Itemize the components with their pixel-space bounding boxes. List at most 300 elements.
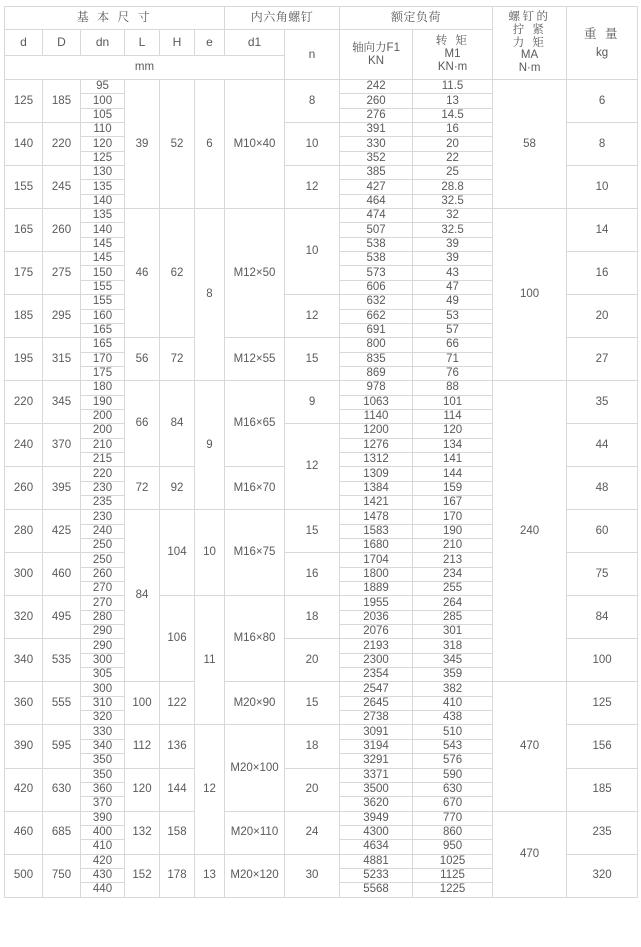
cell-axial-force: 691 <box>340 323 413 337</box>
cell-length: 100 <box>125 682 160 725</box>
cell-height: 92 <box>160 467 195 510</box>
cell-tightening-torque: 240 <box>493 381 567 682</box>
cell-tightening-torque: 58 <box>493 80 567 209</box>
cell-dn: 250 <box>81 553 125 567</box>
cell-axial-force: 2036 <box>340 610 413 624</box>
axial-force-unit: KN <box>368 54 385 67</box>
cell-torque: 255 <box>413 582 493 596</box>
cell-dn: 235 <box>81 495 125 509</box>
header-col-n: n <box>285 30 340 80</box>
cell-axial-force: 2738 <box>340 711 413 725</box>
cell-axial-force: 385 <box>340 166 413 180</box>
cell-axial-force: 2547 <box>340 682 413 696</box>
cell-torque: 213 <box>413 553 493 567</box>
cell-weight: 235 <box>567 811 638 854</box>
cell-height: 178 <box>160 854 195 897</box>
cell-screw-count: 18 <box>285 596 340 639</box>
cell-screw-count: 12 <box>285 424 340 510</box>
cell-dn: 290 <box>81 625 125 639</box>
cell-outer-diameter: 535 <box>43 639 81 682</box>
cell-torque: 114 <box>413 409 493 423</box>
cell-axial-force: 352 <box>340 151 413 165</box>
specification-table <box>4 6 638 898</box>
cell-torque: 16 <box>413 123 493 137</box>
cell-screw-count: 30 <box>285 854 340 897</box>
cell-axial-force: 1800 <box>340 567 413 581</box>
header-col-d1: d1 <box>225 30 285 56</box>
cell-height: 158 <box>160 811 195 854</box>
cell-torque: 670 <box>413 797 493 811</box>
cell-screw-count: 8 <box>285 80 340 123</box>
cell-torque: 510 <box>413 725 493 739</box>
cell-d: 185 <box>5 295 43 338</box>
cell-dn: 230 <box>81 481 125 495</box>
cell-axial-force: 869 <box>340 366 413 380</box>
cell-outer-diameter: 315 <box>43 338 81 381</box>
cell-axial-force: 260 <box>340 94 413 108</box>
cell-dn: 250 <box>81 539 125 553</box>
cell-dn: 200 <box>81 409 125 423</box>
cell-torque: 382 <box>413 682 493 696</box>
cell-torque: 101 <box>413 395 493 409</box>
cell-d: 420 <box>5 768 43 811</box>
ma-label-symbol: MA <box>520 49 539 62</box>
header-basic-dimensions: 基 本 尺 寸 <box>5 7 225 30</box>
cell-axial-force: 427 <box>340 180 413 194</box>
cell-height: 136 <box>160 725 195 768</box>
header-col-H: H <box>160 30 195 56</box>
cell-e: 10 <box>195 510 225 596</box>
cell-dn: 150 <box>81 266 125 280</box>
cell-screw-spec: M12×55 <box>225 338 285 381</box>
cell-torque: 11.5 <box>413 80 493 94</box>
cell-dn: 400 <box>81 825 125 839</box>
cell-dn: 155 <box>81 295 125 309</box>
cell-dn: 140 <box>81 223 125 237</box>
cell-screw-spec: M20×100 <box>225 725 285 811</box>
cell-dn: 175 <box>81 366 125 380</box>
cell-torque: 39 <box>413 252 493 266</box>
cell-axial-force: 662 <box>340 309 413 323</box>
cell-tightening-torque: 470 <box>493 811 567 897</box>
cell-height: 84 <box>160 381 195 467</box>
cell-torque: 32.5 <box>413 194 493 208</box>
cell-screw-spec: M20×90 <box>225 682 285 725</box>
cell-e: 11 <box>195 596 225 725</box>
header-col-L: L <box>125 30 160 56</box>
cell-torque: 159 <box>413 481 493 495</box>
cell-torque: 76 <box>413 366 493 380</box>
cell-dn: 350 <box>81 768 125 782</box>
cell-outer-diameter: 630 <box>43 768 81 811</box>
cell-axial-force: 276 <box>340 108 413 122</box>
cell-torque: 410 <box>413 696 493 710</box>
header-col-e: e <box>195 30 225 56</box>
cell-outer-diameter: 425 <box>43 510 81 553</box>
cell-dn: 145 <box>81 237 125 251</box>
cell-torque: 1225 <box>413 883 493 897</box>
header-weight <box>567 7 638 80</box>
cell-axial-force: 4881 <box>340 854 413 868</box>
cell-weight: 6 <box>567 80 638 123</box>
cell-dn: 135 <box>81 209 125 223</box>
cell-length: 39 <box>125 80 160 209</box>
header-col-D: D <box>43 30 81 56</box>
cell-e: 13 <box>195 854 225 897</box>
cell-dn: 280 <box>81 610 125 624</box>
cell-d: 280 <box>5 510 43 553</box>
cell-outer-diameter: 685 <box>43 811 81 854</box>
cell-outer-diameter: 295 <box>43 295 81 338</box>
cell-torque: 285 <box>413 610 493 624</box>
cell-dn: 270 <box>81 582 125 596</box>
cell-axial-force: 5233 <box>340 868 413 882</box>
cell-torque: 301 <box>413 625 493 639</box>
header-group-row <box>5 7 638 30</box>
cell-dn: 420 <box>81 854 125 868</box>
cell-outer-diameter: 395 <box>43 467 81 510</box>
cell-axial-force: 3194 <box>340 739 413 753</box>
cell-torque: 22 <box>413 151 493 165</box>
cell-screw-count: 20 <box>285 768 340 811</box>
cell-torque: 25 <box>413 166 493 180</box>
table-body <box>5 80 638 898</box>
cell-length: 72 <box>125 467 160 510</box>
cell-dn: 240 <box>81 524 125 538</box>
cell-axial-force: 1063 <box>340 395 413 409</box>
header-axial-force <box>340 30 413 80</box>
cell-screw-count: 15 <box>285 338 340 381</box>
cell-axial-force: 1889 <box>340 582 413 596</box>
cell-d: 360 <box>5 682 43 725</box>
cell-axial-force: 5568 <box>340 883 413 897</box>
cell-axial-force: 1140 <box>340 409 413 423</box>
cell-screw-spec: M16×70 <box>225 467 285 510</box>
cell-axial-force: 3500 <box>340 782 413 796</box>
cell-dn: 430 <box>81 868 125 882</box>
cell-axial-force: 474 <box>340 209 413 223</box>
cell-torque: 234 <box>413 567 493 581</box>
cell-axial-force: 3620 <box>340 797 413 811</box>
cell-dn: 95 <box>81 80 125 94</box>
table-row <box>5 381 638 395</box>
table-row <box>5 811 638 825</box>
cell-length: 132 <box>125 811 160 854</box>
cell-dn: 370 <box>81 797 125 811</box>
cell-screw-spec: M10×40 <box>225 80 285 209</box>
cell-screw-spec: M20×110 <box>225 811 285 854</box>
cell-axial-force: 1200 <box>340 424 413 438</box>
cell-weight: 84 <box>567 596 638 639</box>
cell-outer-diameter: 220 <box>43 123 81 166</box>
cell-torque: 543 <box>413 739 493 753</box>
cell-d: 460 <box>5 811 43 854</box>
cell-dn: 110 <box>81 123 125 137</box>
cell-torque: 20 <box>413 137 493 151</box>
cell-torque: 210 <box>413 539 493 553</box>
cell-torque: 13 <box>413 94 493 108</box>
cell-dn: 330 <box>81 725 125 739</box>
cell-torque: 170 <box>413 510 493 524</box>
cell-dn: 230 <box>81 510 125 524</box>
cell-dn: 120 <box>81 137 125 151</box>
cell-axial-force: 1680 <box>340 539 413 553</box>
cell-dn: 145 <box>81 252 125 266</box>
cell-height: 62 <box>160 209 195 338</box>
cell-torque: 134 <box>413 438 493 452</box>
cell-torque: 71 <box>413 352 493 366</box>
cell-d: 340 <box>5 639 43 682</box>
ma-label-unit: N·m <box>518 62 541 75</box>
cell-screw-count: 24 <box>285 811 340 854</box>
cell-length: 120 <box>125 768 160 811</box>
cell-axial-force: 4300 <box>340 825 413 839</box>
cell-dn: 160 <box>81 309 125 323</box>
cell-torque: 1025 <box>413 854 493 868</box>
cell-e: 12 <box>195 725 225 854</box>
cell-d: 175 <box>5 252 43 295</box>
cell-torque: 88 <box>413 381 493 395</box>
cell-torque: 345 <box>413 653 493 667</box>
cell-torque: 1125 <box>413 868 493 882</box>
cell-torque: 950 <box>413 840 493 854</box>
cell-axial-force: 1384 <box>340 481 413 495</box>
cell-dn: 440 <box>81 883 125 897</box>
ma-label-line1: 螺钉的 <box>508 10 551 23</box>
cell-torque: 318 <box>413 639 493 653</box>
cell-axial-force: 1478 <box>340 510 413 524</box>
header-rated-load: 额定负荷 <box>340 7 493 30</box>
cell-axial-force: 978 <box>340 381 413 395</box>
cell-axial-force: 3091 <box>340 725 413 739</box>
cell-d: 240 <box>5 424 43 467</box>
cell-weight: 10 <box>567 166 638 209</box>
cell-torque: 47 <box>413 280 493 294</box>
cell-screw-count: 10 <box>285 123 340 166</box>
cell-torque: 32.5 <box>413 223 493 237</box>
cell-outer-diameter: 595 <box>43 725 81 768</box>
cell-weight: 48 <box>567 467 638 510</box>
cell-dn: 140 <box>81 194 125 208</box>
table-row <box>5 209 638 223</box>
cell-torque: 860 <box>413 825 493 839</box>
weight-unit: kg <box>595 46 609 59</box>
cell-weight: 125 <box>567 682 638 725</box>
cell-d: 220 <box>5 381 43 424</box>
cell-axial-force: 330 <box>340 137 413 151</box>
cell-torque: 120 <box>413 424 493 438</box>
cell-dn: 165 <box>81 338 125 352</box>
cell-axial-force: 1309 <box>340 467 413 481</box>
cell-axial-force: 1276 <box>340 438 413 452</box>
cell-weight: 27 <box>567 338 638 381</box>
cell-dn: 390 <box>81 811 125 825</box>
cell-d: 125 <box>5 80 43 123</box>
cell-torque: 53 <box>413 309 493 323</box>
cell-tightening-torque: 470 <box>493 682 567 811</box>
torque-symbol: M1 <box>444 48 461 61</box>
cell-weight: 8 <box>567 123 638 166</box>
cell-torque: 144 <box>413 467 493 481</box>
cell-weight: 100 <box>567 639 638 682</box>
cell-tightening-torque: 100 <box>493 209 567 381</box>
cell-outer-diameter: 555 <box>43 682 81 725</box>
cell-dn: 215 <box>81 452 125 466</box>
cell-screw-spec: M20×120 <box>225 854 285 897</box>
cell-d: 165 <box>5 209 43 252</box>
cell-screw-count: 18 <box>285 725 340 768</box>
cell-height: 72 <box>160 338 195 381</box>
cell-dn: 100 <box>81 94 125 108</box>
cell-axial-force: 1955 <box>340 596 413 610</box>
torque-label: 转 矩 <box>435 35 470 48</box>
cell-torque: 57 <box>413 323 493 337</box>
cell-dn: 310 <box>81 696 125 710</box>
cell-torque: 28.8 <box>413 180 493 194</box>
cell-weight: 20 <box>567 295 638 338</box>
weight-label: 重 量 <box>584 26 621 41</box>
cell-weight: 44 <box>567 424 638 467</box>
cell-outer-diameter: 460 <box>43 553 81 596</box>
cell-e: 6 <box>195 80 225 209</box>
cell-axial-force: 606 <box>340 280 413 294</box>
cell-torque: 438 <box>413 711 493 725</box>
cell-weight: 75 <box>567 553 638 596</box>
cell-screw-spec: M16×80 <box>225 596 285 682</box>
cell-dn: 155 <box>81 280 125 294</box>
header-torque <box>413 30 493 80</box>
cell-length: 152 <box>125 854 160 897</box>
cell-weight: 35 <box>567 381 638 424</box>
cell-axial-force: 464 <box>340 194 413 208</box>
cell-dn: 105 <box>81 108 125 122</box>
cell-torque: 359 <box>413 668 493 682</box>
cell-d: 195 <box>5 338 43 381</box>
torque-unit: KN·m <box>437 60 468 73</box>
table-header <box>5 7 638 80</box>
cell-axial-force: 1583 <box>340 524 413 538</box>
cell-screw-count: 10 <box>285 209 340 295</box>
cell-dn: 270 <box>81 596 125 610</box>
cell-dn: 300 <box>81 653 125 667</box>
cell-dn: 125 <box>81 151 125 165</box>
cell-length: 84 <box>125 510 160 682</box>
table-row <box>5 80 638 94</box>
cell-torque: 190 <box>413 524 493 538</box>
cell-dn: 165 <box>81 323 125 337</box>
ma-label-line2: 拧 紧 <box>512 23 547 36</box>
cell-outer-diameter: 345 <box>43 381 81 424</box>
cell-e: 8 <box>195 209 225 381</box>
cell-axial-force: 242 <box>340 80 413 94</box>
cell-torque: 141 <box>413 452 493 466</box>
cell-torque: 32 <box>413 209 493 223</box>
cell-axial-force: 3291 <box>340 754 413 768</box>
cell-screw-count: 15 <box>285 510 340 553</box>
cell-screw-count: 16 <box>285 553 340 596</box>
cell-outer-diameter: 245 <box>43 166 81 209</box>
cell-outer-diameter: 185 <box>43 80 81 123</box>
cell-axial-force: 2645 <box>340 696 413 710</box>
cell-axial-force: 3371 <box>340 768 413 782</box>
header-col-d: d <box>5 30 43 56</box>
cell-axial-force: 1312 <box>340 452 413 466</box>
cell-axial-force: 391 <box>340 123 413 137</box>
cell-weight: 14 <box>567 209 638 252</box>
cell-dn: 340 <box>81 739 125 753</box>
cell-screw-count: 9 <box>285 381 340 424</box>
cell-length: 56 <box>125 338 160 381</box>
cell-axial-force: 1704 <box>340 553 413 567</box>
cell-d: 260 <box>5 467 43 510</box>
header-col-dn: dn <box>81 30 125 56</box>
cell-dn: 320 <box>81 711 125 725</box>
cell-dn: 260 <box>81 567 125 581</box>
cell-dn: 220 <box>81 467 125 481</box>
cell-weight: 185 <box>567 768 638 811</box>
cell-torque: 630 <box>413 782 493 796</box>
cell-length: 66 <box>125 381 160 467</box>
cell-axial-force: 573 <box>340 266 413 280</box>
cell-dn: 305 <box>81 668 125 682</box>
cell-weight: 156 <box>567 725 638 768</box>
cell-dn: 170 <box>81 352 125 366</box>
header-screw-tightening-torque <box>493 7 567 80</box>
cell-outer-diameter: 495 <box>43 596 81 639</box>
cell-length: 112 <box>125 725 160 768</box>
cell-d: 320 <box>5 596 43 639</box>
cell-screw-count: 12 <box>285 295 340 338</box>
cell-outer-diameter: 370 <box>43 424 81 467</box>
cell-d: 500 <box>5 854 43 897</box>
cell-height: 106 <box>160 596 195 682</box>
cell-screw-spec: M16×65 <box>225 381 285 467</box>
cell-axial-force: 800 <box>340 338 413 352</box>
cell-d: 300 <box>5 553 43 596</box>
cell-dn: 190 <box>81 395 125 409</box>
cell-length: 46 <box>125 209 160 338</box>
cell-outer-diameter: 750 <box>43 854 81 897</box>
cell-dn: 300 <box>81 682 125 696</box>
cell-weight: 60 <box>567 510 638 553</box>
cell-axial-force: 4634 <box>340 840 413 854</box>
cell-torque: 590 <box>413 768 493 782</box>
cell-torque: 167 <box>413 495 493 509</box>
cell-axial-force: 2354 <box>340 668 413 682</box>
cell-screw-count: 12 <box>285 166 340 209</box>
cell-axial-force: 538 <box>340 237 413 251</box>
cell-axial-force: 2076 <box>340 625 413 639</box>
cell-axial-force: 538 <box>340 252 413 266</box>
cell-dn: 135 <box>81 180 125 194</box>
cell-height: 122 <box>160 682 195 725</box>
ma-label-line3: 力 矩 <box>512 36 547 49</box>
cell-torque: 49 <box>413 295 493 309</box>
cell-d: 155 <box>5 166 43 209</box>
cell-torque: 770 <box>413 811 493 825</box>
cell-dn: 210 <box>81 438 125 452</box>
cell-outer-diameter: 275 <box>43 252 81 295</box>
cell-d: 140 <box>5 123 43 166</box>
cell-axial-force: 632 <box>340 295 413 309</box>
cell-torque: 66 <box>413 338 493 352</box>
cell-dn: 360 <box>81 782 125 796</box>
cell-outer-diameter: 260 <box>43 209 81 252</box>
cell-torque: 43 <box>413 266 493 280</box>
cell-dn: 200 <box>81 424 125 438</box>
header-hex-socket-screw: 内六角螺钉 <box>225 7 340 30</box>
cell-height: 52 <box>160 80 195 209</box>
